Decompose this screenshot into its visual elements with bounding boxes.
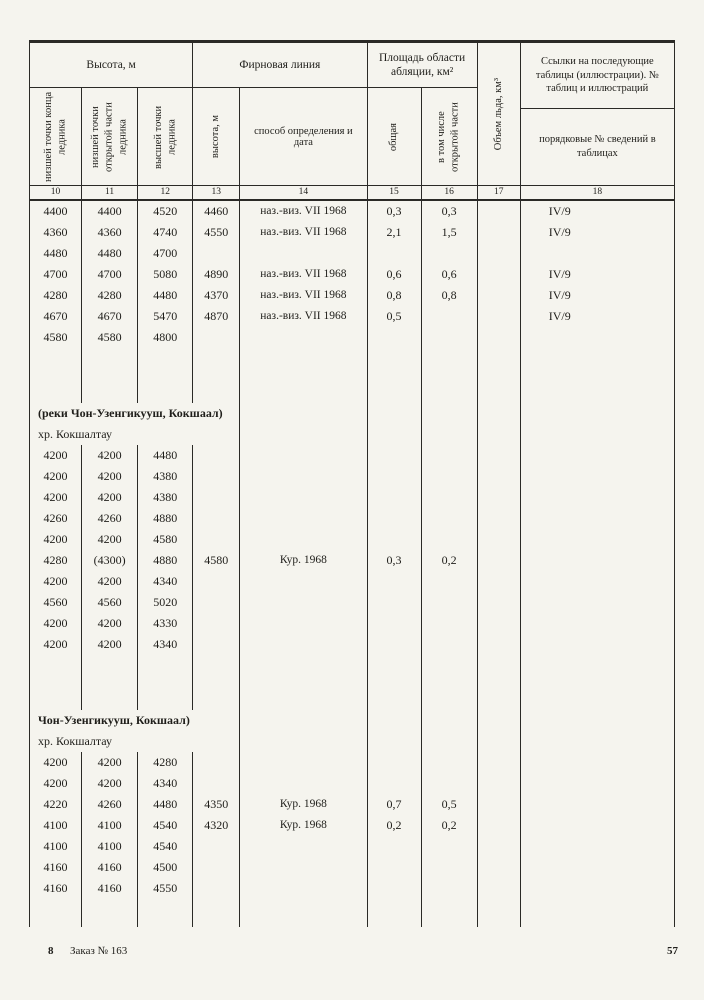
cell-col18 (520, 752, 674, 773)
cell-col13 (193, 571, 240, 592)
cell-col14 (240, 752, 367, 773)
cell-col17 (477, 285, 520, 306)
cell-col12: 4800 (138, 327, 193, 348)
cell-col14 (240, 529, 367, 550)
cell-col12: 4540 (138, 836, 193, 857)
table-row (30, 550, 675, 571)
table-row (30, 200, 675, 222)
cell-col17 (477, 264, 520, 285)
cell-col17 (477, 613, 520, 634)
cell-col12: 4740 (138, 222, 193, 243)
cell-col12: 5470 (138, 306, 193, 327)
column-number-18: 18 (520, 186, 674, 200)
cell-col16: 1,5 (421, 222, 477, 243)
cell-col17 (477, 794, 520, 815)
cell-col13: 4890 (193, 264, 240, 285)
page-footer (0, 945, 704, 965)
column-number-14: 14 (240, 186, 367, 200)
section-sublabel: хр. Кокшалтау (30, 731, 240, 752)
cell-col10: 4260 (30, 508, 82, 529)
cell-col10: 4200 (30, 613, 82, 634)
cell-col18 (520, 571, 674, 592)
cell-col13 (193, 878, 240, 899)
cell-col15 (367, 466, 421, 487)
cell-col17 (477, 878, 520, 899)
ice-volume-vertical-label: Объем льда, км³ (492, 77, 504, 151)
cell-col17 (477, 773, 520, 794)
cell-col10: 4200 (30, 445, 82, 466)
table-wrapper (29, 40, 675, 927)
cell-col18 (520, 794, 674, 815)
cell-col18 (520, 592, 674, 613)
cell-col12: 4540 (138, 815, 193, 836)
cell-col11: 4200 (82, 773, 138, 794)
table-row (30, 752, 675, 773)
subheader-col16-label: в том числе открытой части (436, 101, 462, 172)
cell-col18 (520, 836, 674, 857)
cell-col18 (520, 445, 674, 466)
cell-col16: 0,2 (421, 550, 477, 571)
cell-col17 (477, 836, 520, 857)
cell-col14: наз.-виз. VII 1968 (240, 306, 367, 327)
table-row (30, 445, 675, 466)
cell-col16 (421, 508, 477, 529)
cell-col10: 4580 (30, 327, 82, 348)
cell-col15 (367, 836, 421, 857)
cell-col12: 4280 (138, 752, 193, 773)
cell-col14 (240, 487, 367, 508)
cell-col18: IV/9 (520, 200, 674, 222)
cell-col11: 4560 (82, 592, 138, 613)
cell-col10: 4200 (30, 752, 82, 773)
cell-col11: 4200 (82, 613, 138, 634)
table-row (30, 264, 675, 285)
cell-col14 (240, 634, 367, 655)
cell-col18 (520, 878, 674, 899)
cell-col18 (520, 466, 674, 487)
cell-col15 (367, 634, 421, 655)
cell-col12: 4480 (138, 285, 193, 306)
group-header-row (30, 42, 675, 88)
cell-col13: 4550 (193, 222, 240, 243)
cell-col18 (520, 550, 674, 571)
subheader-lowest-point-open (82, 88, 138, 186)
cell-col18: IV/9 (520, 222, 674, 243)
cell-col12: 5020 (138, 592, 193, 613)
cell-col17 (477, 529, 520, 550)
table-row (30, 285, 675, 306)
cell-col14 (240, 857, 367, 878)
section-label: Чон-Узенгикууш, Кокшаал) (30, 710, 240, 731)
cell-col14 (240, 592, 367, 613)
header-links-bottom: порядковые № сведений в таблицах (539, 134, 656, 159)
cell-col17 (477, 306, 520, 327)
cell-col16 (421, 878, 477, 899)
section-sublabel-row (30, 424, 675, 445)
cell-col11: 4260 (82, 508, 138, 529)
cell-col10: 4200 (30, 773, 82, 794)
cell-col15 (367, 243, 421, 264)
column-number-10: 10 (30, 186, 82, 200)
cell-col14 (240, 466, 367, 487)
cell-col11: 4200 (82, 466, 138, 487)
cell-col17 (477, 243, 520, 264)
cell-col10: 4280 (30, 285, 82, 306)
cell-col13: 4350 (193, 794, 240, 815)
subheader-method-date: способ определения и дата (240, 88, 367, 186)
table-body (30, 200, 675, 927)
cell-col16 (421, 571, 477, 592)
cell-col16: 0,6 (421, 264, 477, 285)
cell-col17 (477, 508, 520, 529)
cell-col17 (477, 550, 520, 571)
table-row (30, 571, 675, 592)
cell-col13: 4460 (193, 200, 240, 222)
cell-col11: 4480 (82, 243, 138, 264)
column-number-row (30, 186, 675, 200)
cell-col11: 4400 (82, 200, 138, 222)
cell-col13: 4370 (193, 285, 240, 306)
cell-col18 (520, 508, 674, 529)
section-sublabel-row (30, 731, 675, 752)
cell-col15: 0,2 (367, 815, 421, 836)
cell-col16 (421, 857, 477, 878)
cell-col10: 4200 (30, 466, 82, 487)
cell-col12: 4700 (138, 243, 193, 264)
cell-col18: IV/9 (520, 306, 674, 327)
cell-col10: 4280 (30, 550, 82, 571)
spacer-row (30, 655, 675, 710)
cell-col14 (240, 773, 367, 794)
header-height-group: Высота, м (30, 42, 193, 88)
cell-col13 (193, 634, 240, 655)
cell-col18 (520, 613, 674, 634)
cell-col13 (193, 508, 240, 529)
cell-col15: 0,3 (367, 550, 421, 571)
table-row (30, 529, 675, 550)
table-row (30, 466, 675, 487)
cell-col17 (477, 592, 520, 613)
column-number-17: 17 (477, 186, 520, 200)
cell-col13 (193, 836, 240, 857)
subheader-col10-label: низшей точки конца ледника (42, 91, 68, 182)
header-links-top: Ссылки на последующие таблицы (иллюстрации). № таблиц и иллюстраций (521, 43, 674, 109)
cell-col11: 4280 (82, 285, 138, 306)
cell-col13 (193, 613, 240, 634)
cell-col12: 4480 (138, 445, 193, 466)
cell-col15: 0,3 (367, 200, 421, 222)
cell-col16 (421, 592, 477, 613)
cell-col11: 4160 (82, 878, 138, 899)
cell-col13: 4320 (193, 815, 240, 836)
cell-col13 (193, 327, 240, 348)
cell-col17 (477, 815, 520, 836)
cell-col12: 4380 (138, 466, 193, 487)
cell-col15 (367, 508, 421, 529)
cell-col11: 4200 (82, 571, 138, 592)
cell-col15 (367, 752, 421, 773)
cell-col18: IV/9 (520, 264, 674, 285)
cell-col15 (367, 487, 421, 508)
table-row (30, 243, 675, 264)
table-header (30, 42, 675, 200)
section-label-row (30, 403, 675, 424)
cell-col18 (520, 857, 674, 878)
cell-col15 (367, 773, 421, 794)
cell-col12: 4580 (138, 529, 193, 550)
cell-col13 (193, 592, 240, 613)
cell-col12: 4880 (138, 550, 193, 571)
cell-col11: 4200 (82, 752, 138, 773)
cell-col13 (193, 857, 240, 878)
cell-col15 (367, 445, 421, 466)
cell-col18 (520, 773, 674, 794)
cell-col11: 4160 (82, 857, 138, 878)
cell-col11: 4360 (82, 222, 138, 243)
cell-col15 (367, 613, 421, 634)
table-row (30, 306, 675, 327)
subheader-lowest-point-end (30, 88, 82, 186)
table-row (30, 508, 675, 529)
cell-col14 (240, 243, 367, 264)
cell-col14 (240, 613, 367, 634)
cell-col15 (367, 857, 421, 878)
subheader-col13-label: высота, м (210, 115, 222, 159)
cell-col13 (193, 487, 240, 508)
section-label: (реки Чон-Узенгикууш, Кокшаал) (30, 403, 240, 424)
cell-col17 (477, 571, 520, 592)
cell-col13: 4580 (193, 550, 240, 571)
cell-col10: 4670 (30, 306, 82, 327)
cell-col11: 4100 (82, 836, 138, 857)
signature-number: 8 (48, 945, 54, 957)
cell-col16 (421, 306, 477, 327)
cell-col17 (477, 327, 520, 348)
print-order-note: Заказ № 163 (70, 945, 128, 957)
cell-col16 (421, 487, 477, 508)
cell-col13 (193, 529, 240, 550)
header-links (520, 42, 674, 186)
cell-col16 (421, 327, 477, 348)
cell-col18: IV/9 (520, 285, 674, 306)
cell-col12: 4380 (138, 487, 193, 508)
cell-col15: 2,1 (367, 222, 421, 243)
header-ablation-area-group: Площадь области абляции, км² (367, 42, 477, 88)
cell-col13 (193, 466, 240, 487)
cell-col15: 0,6 (367, 264, 421, 285)
cell-col15 (367, 327, 421, 348)
spacer-row (30, 899, 675, 927)
cell-col18 (520, 634, 674, 655)
cell-col18 (520, 243, 674, 264)
cell-col14 (240, 327, 367, 348)
cell-col16 (421, 836, 477, 857)
cell-col12: 4520 (138, 200, 193, 222)
table-row (30, 327, 675, 348)
cell-col11: 4200 (82, 529, 138, 550)
cell-col14: Кур. 1968 (240, 550, 367, 571)
cell-col13: 4870 (193, 306, 240, 327)
subheader-col15-label: общая (388, 122, 400, 151)
cell-col10: 4480 (30, 243, 82, 264)
cell-col11: 4200 (82, 445, 138, 466)
table-row (30, 634, 675, 655)
cell-col10: 4160 (30, 857, 82, 878)
cell-col15 (367, 571, 421, 592)
cell-col17 (477, 857, 520, 878)
cell-col12: 4880 (138, 508, 193, 529)
cell-col14 (240, 836, 367, 857)
cell-col16: 0,5 (421, 794, 477, 815)
table-row (30, 815, 675, 836)
column-number-15: 15 (367, 186, 421, 200)
cell-col18 (520, 529, 674, 550)
cell-col16: 0,2 (421, 815, 477, 836)
cell-col14 (240, 445, 367, 466)
cell-col16: 0,3 (421, 200, 477, 222)
cell-col13 (193, 752, 240, 773)
table-row (30, 836, 675, 857)
cell-col11: (4300) (82, 550, 138, 571)
cell-col16 (421, 529, 477, 550)
spacer-row (30, 348, 675, 403)
subheader-highest-point (138, 88, 193, 186)
cell-col15 (367, 878, 421, 899)
cell-col17 (477, 487, 520, 508)
cell-col10: 4160 (30, 878, 82, 899)
cell-col18 (520, 487, 674, 508)
cell-col12: 5080 (138, 264, 193, 285)
page-number: 57 (667, 945, 678, 957)
cell-col14 (240, 878, 367, 899)
cell-col10: 4360 (30, 222, 82, 243)
cell-col11: 4200 (82, 487, 138, 508)
cell-col11: 4200 (82, 634, 138, 655)
cell-col17 (477, 752, 520, 773)
cell-col10: 4200 (30, 529, 82, 550)
cell-col10: 4200 (30, 571, 82, 592)
cell-col18 (520, 815, 674, 836)
cell-col14: Кур. 1968 (240, 815, 367, 836)
cell-col14: наз.-виз. VII 1968 (240, 264, 367, 285)
cell-col16 (421, 466, 477, 487)
table-row (30, 592, 675, 613)
header-firn-line-group: Фирновая линия (193, 42, 367, 88)
cell-col15: 0,7 (367, 794, 421, 815)
cell-col12: 4340 (138, 571, 193, 592)
table-row (30, 487, 675, 508)
cell-col14 (240, 571, 367, 592)
cell-col14: наз.-виз. VII 1968 (240, 285, 367, 306)
subheader-col11-label: низшей точки открытой части ледника (90, 101, 129, 172)
column-number-11: 11 (82, 186, 138, 200)
column-number-12: 12 (138, 186, 193, 200)
column-number-13: 13 (193, 186, 240, 200)
cell-col12: 4340 (138, 773, 193, 794)
cell-col12: 4330 (138, 613, 193, 634)
cell-col16 (421, 243, 477, 264)
table-row (30, 222, 675, 243)
cell-col10: 4700 (30, 264, 82, 285)
cell-col15 (367, 529, 421, 550)
cell-col15 (367, 592, 421, 613)
cell-col14 (240, 508, 367, 529)
cell-col16 (421, 634, 477, 655)
table-row (30, 794, 675, 815)
table-row (30, 613, 675, 634)
cell-col10: 4100 (30, 836, 82, 857)
section-sublabel: хр. Кокшалтау (30, 424, 240, 445)
cell-col11: 4100 (82, 815, 138, 836)
cell-col13 (193, 445, 240, 466)
glacier-table (29, 40, 675, 927)
cell-col12: 4500 (138, 857, 193, 878)
cell-col12: 4340 (138, 634, 193, 655)
cell-col17 (477, 445, 520, 466)
cell-col13 (193, 243, 240, 264)
cell-col16 (421, 752, 477, 773)
subheader-firn-height (193, 88, 240, 186)
cell-col14: Кур. 1968 (240, 794, 367, 815)
cell-col13 (193, 773, 240, 794)
cell-col14: наз.-виз. VII 1968 (240, 200, 367, 222)
cell-col17 (477, 222, 520, 243)
subheader-open-part-area (421, 88, 477, 186)
section-label-row (30, 710, 675, 731)
table-row (30, 773, 675, 794)
cell-col16 (421, 613, 477, 634)
cell-col11: 4580 (82, 327, 138, 348)
subheader-col12-label: высшей точки ледника (152, 105, 178, 169)
table-row (30, 857, 675, 878)
cell-col17 (477, 634, 520, 655)
cell-col18 (520, 327, 674, 348)
cell-col10: 4220 (30, 794, 82, 815)
column-number-16: 16 (421, 186, 477, 200)
cell-col16 (421, 773, 477, 794)
cell-col10: 4560 (30, 592, 82, 613)
table-row (30, 878, 675, 899)
cell-col12: 4550 (138, 878, 193, 899)
cell-col16 (421, 445, 477, 466)
cell-col10: 4400 (30, 200, 82, 222)
cell-col15: 0,5 (367, 306, 421, 327)
cell-col11: 4260 (82, 794, 138, 815)
cell-col14: наз.-виз. VII 1968 (240, 222, 367, 243)
cell-col12: 4480 (138, 794, 193, 815)
cell-col15: 0,8 (367, 285, 421, 306)
header-ice-volume (477, 42, 520, 186)
cell-col10: 4200 (30, 487, 82, 508)
cell-col10: 4100 (30, 815, 82, 836)
cell-col11: 4700 (82, 264, 138, 285)
subheader-total-area (367, 88, 421, 186)
cell-col11: 4670 (82, 306, 138, 327)
cell-col10: 4200 (30, 634, 82, 655)
cell-col16: 0,8 (421, 285, 477, 306)
cell-col17 (477, 466, 520, 487)
cell-col17 (477, 200, 520, 222)
